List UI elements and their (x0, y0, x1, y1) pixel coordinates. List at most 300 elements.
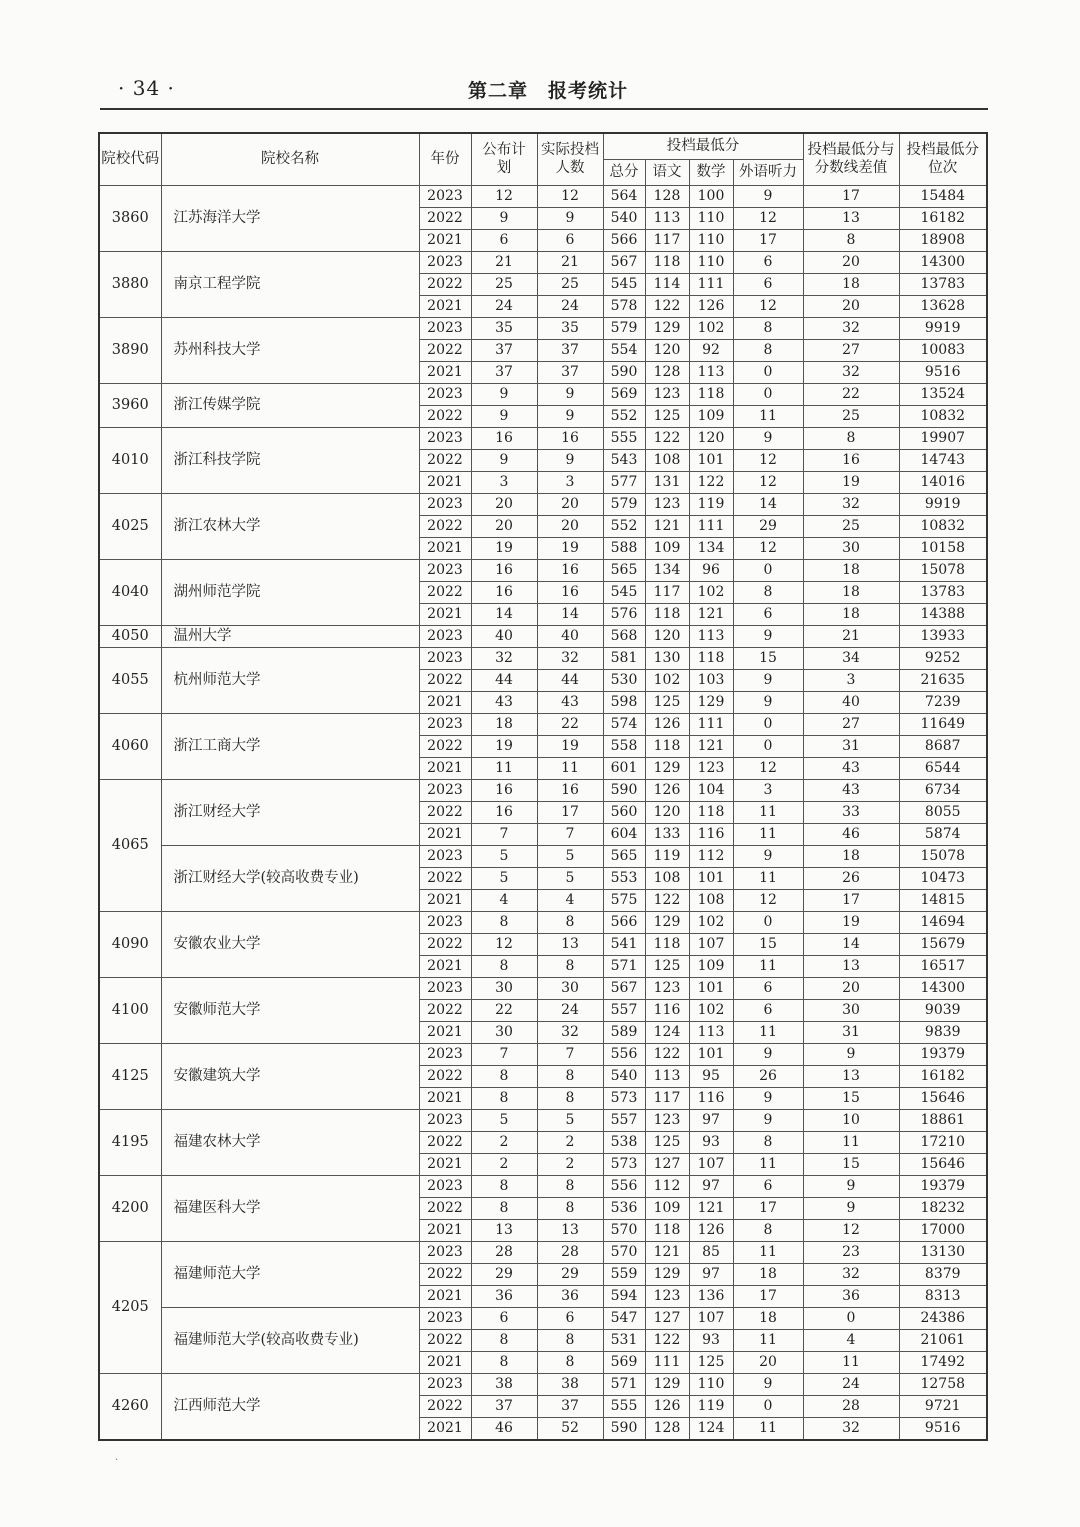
cell-math: 134 (689, 537, 733, 559)
cell-total: 581 (603, 647, 645, 669)
cell-actual: 52 (537, 1417, 603, 1440)
cell-listening: 9 (733, 1087, 803, 1109)
table-body (99, 185, 987, 1440)
cell-plan: 19 (471, 537, 537, 559)
cell-total: 565 (603, 845, 645, 867)
cell-rank: 15078 (899, 845, 987, 867)
cell-diff: 27 (803, 339, 899, 361)
cell-diff: 9 (803, 1175, 899, 1197)
cell-total: 541 (603, 933, 645, 955)
cell-rank: 13783 (899, 581, 987, 603)
cell-plan: 28 (471, 1241, 537, 1263)
cell-math: 104 (689, 779, 733, 801)
cell-diff: 17 (803, 889, 899, 911)
cell-chinese: 122 (645, 1043, 689, 1065)
page-number: · 34 · (118, 76, 175, 100)
cell-plan: 16 (471, 581, 537, 603)
cell-math: 102 (689, 581, 733, 603)
cell-year: 2021 (419, 1285, 471, 1307)
cell-year: 2023 (419, 427, 471, 449)
cell-rank: 14300 (899, 251, 987, 273)
cell-math: 113 (689, 625, 733, 647)
cell-listening: 0 (733, 1395, 803, 1417)
school-name: 浙江传媒学院 (161, 383, 419, 427)
cell-diff: 32 (803, 317, 899, 339)
school-name: 浙江工商大学 (161, 713, 419, 779)
table-row (99, 427, 987, 449)
cell-chinese: 134 (645, 559, 689, 581)
cell-math: 125 (689, 1351, 733, 1373)
cell-plan: 22 (471, 999, 537, 1021)
cell-plan: 6 (471, 1307, 537, 1329)
cell-rank: 10473 (899, 867, 987, 889)
cell-chinese: 119 (645, 845, 689, 867)
cell-chinese: 109 (645, 1197, 689, 1219)
cell-plan: 8 (471, 1087, 537, 1109)
page-header (0, 70, 1080, 110)
cell-rank: 5874 (899, 823, 987, 845)
cell-math: 113 (689, 361, 733, 383)
table-row (99, 383, 987, 405)
cell-diff: 32 (803, 1263, 899, 1285)
cell-plan: 25 (471, 273, 537, 295)
cell-actual: 19 (537, 735, 603, 757)
cell-diff: 18 (803, 581, 899, 603)
header-rank: 投档最低分位次 (899, 133, 987, 185)
cell-rank: 16517 (899, 955, 987, 977)
cell-listening: 8 (733, 1219, 803, 1241)
cell-diff: 22 (803, 383, 899, 405)
cell-chinese: 118 (645, 603, 689, 625)
school-code: 4200 (99, 1175, 161, 1241)
cell-math: 92 (689, 339, 733, 361)
cell-listening: 12 (733, 295, 803, 317)
cell-actual: 5 (537, 845, 603, 867)
cell-total: 552 (603, 515, 645, 537)
cell-rank: 15646 (899, 1153, 987, 1175)
cell-year: 2023 (419, 251, 471, 273)
cell-rank: 10083 (899, 339, 987, 361)
cell-actual: 32 (537, 647, 603, 669)
cell-chinese: 122 (645, 427, 689, 449)
cell-total: 576 (603, 603, 645, 625)
cell-actual: 8 (537, 955, 603, 977)
cell-year: 2021 (419, 691, 471, 713)
cell-plan: 19 (471, 735, 537, 757)
cell-total: 579 (603, 317, 645, 339)
chapter-title: 第二章 报考统计 (468, 80, 629, 102)
cell-listening: 6 (733, 1175, 803, 1197)
cell-diff: 23 (803, 1241, 899, 1263)
cell-year: 2022 (419, 1131, 471, 1153)
school-name: 江西师范大学 (161, 1373, 419, 1440)
cell-rank: 21635 (899, 669, 987, 691)
cell-actual: 8 (537, 1065, 603, 1087)
cell-chinese: 102 (645, 669, 689, 691)
cell-plan: 13 (471, 1219, 537, 1241)
cell-diff: 40 (803, 691, 899, 713)
cell-total: 569 (603, 383, 645, 405)
cell-diff: 31 (803, 1021, 899, 1043)
cell-actual: 37 (537, 339, 603, 361)
cell-listening: 9 (733, 691, 803, 713)
cell-chinese: 126 (645, 713, 689, 735)
cell-actual: 8 (537, 1197, 603, 1219)
cell-plan: 16 (471, 801, 537, 823)
cell-total: 568 (603, 625, 645, 647)
cell-year: 2022 (419, 735, 471, 757)
cell-chinese: 122 (645, 889, 689, 911)
school-name: 杭州师范大学 (161, 647, 419, 713)
cell-listening: 18 (733, 1263, 803, 1285)
cell-chinese: 122 (645, 1329, 689, 1351)
cell-rank: 15646 (899, 1087, 987, 1109)
cell-year: 2022 (419, 801, 471, 823)
cell-listening: 9 (733, 845, 803, 867)
cell-listening: 0 (733, 735, 803, 757)
header-diff: 投档最低分与分数线差值 (803, 133, 899, 185)
cell-listening: 8 (733, 581, 803, 603)
cell-year: 2023 (419, 185, 471, 207)
cell-total: 531 (603, 1329, 645, 1351)
cell-actual: 9 (537, 449, 603, 471)
cell-actual: 12 (537, 185, 603, 207)
cell-listening: 8 (733, 1131, 803, 1153)
cell-year: 2022 (419, 1395, 471, 1417)
cell-rank: 18908 (899, 229, 987, 251)
school-name: 浙江农林大学 (161, 493, 419, 559)
cell-rank: 14694 (899, 911, 987, 933)
cell-listening: 12 (733, 537, 803, 559)
cell-year: 2023 (419, 1175, 471, 1197)
cell-total: 552 (603, 405, 645, 427)
cell-math: 124 (689, 1417, 733, 1440)
header-code: 院校代码 (99, 133, 161, 185)
cell-plan: 3 (471, 471, 537, 493)
cell-listening: 9 (733, 1043, 803, 1065)
cell-actual: 43 (537, 691, 603, 713)
cell-year: 2023 (419, 317, 471, 339)
cell-rank: 17000 (899, 1219, 987, 1241)
cell-listening: 3 (733, 779, 803, 801)
cell-actual: 30 (537, 977, 603, 999)
cell-chinese: 121 (645, 515, 689, 537)
cell-total: 530 (603, 669, 645, 691)
school-name: 浙江财经大学 (161, 779, 419, 845)
cell-math: 96 (689, 559, 733, 581)
cell-listening: 11 (733, 1153, 803, 1175)
school-name: 福建农林大学 (161, 1109, 419, 1175)
cell-math: 123 (689, 757, 733, 779)
cell-math: 97 (689, 1175, 733, 1197)
cell-math: 101 (689, 1043, 733, 1065)
cell-chinese: 129 (645, 1263, 689, 1285)
cell-chinese: 117 (645, 229, 689, 251)
cell-listening: 11 (733, 867, 803, 889)
cell-listening: 9 (733, 1373, 803, 1395)
cell-plan: 12 (471, 933, 537, 955)
cell-chinese: 117 (645, 581, 689, 603)
header-listening: 外语听力 (733, 159, 803, 185)
cell-total: 566 (603, 229, 645, 251)
cell-math: 118 (689, 647, 733, 669)
cell-chinese: 123 (645, 1285, 689, 1307)
cell-year: 2021 (419, 757, 471, 779)
cell-listening: 9 (733, 427, 803, 449)
cell-chinese: 118 (645, 933, 689, 955)
cell-actual: 9 (537, 405, 603, 427)
cell-chinese: 118 (645, 1219, 689, 1241)
cell-actual: 4 (537, 889, 603, 911)
cell-diff: 32 (803, 361, 899, 383)
cell-year: 2021 (419, 1351, 471, 1373)
cell-year: 2021 (419, 1417, 471, 1440)
cell-chinese: 126 (645, 779, 689, 801)
cell-math: 110 (689, 207, 733, 229)
table-row (99, 559, 987, 581)
cell-year: 2021 (419, 229, 471, 251)
cell-rank: 11649 (899, 713, 987, 735)
school-name: 福建医科大学 (161, 1175, 419, 1241)
cell-actual: 2 (537, 1131, 603, 1153)
cell-actual: 25 (537, 273, 603, 295)
table-row (99, 625, 987, 647)
cell-plan: 29 (471, 1263, 537, 1285)
cell-diff: 27 (803, 713, 899, 735)
cell-chinese: 127 (645, 1307, 689, 1329)
cell-math: 116 (689, 823, 733, 845)
cell-listening: 0 (733, 361, 803, 383)
cell-plan: 2 (471, 1131, 537, 1153)
cell-year: 2023 (419, 647, 471, 669)
cell-math: 101 (689, 977, 733, 999)
cell-total: 557 (603, 1109, 645, 1131)
cell-plan: 9 (471, 207, 537, 229)
cell-plan: 40 (471, 625, 537, 647)
cell-actual: 8 (537, 911, 603, 933)
cell-total: 590 (603, 361, 645, 383)
cell-diff: 15 (803, 1087, 899, 1109)
cell-total: 567 (603, 251, 645, 273)
page-speck: · (115, 1455, 119, 1466)
cell-diff: 12 (803, 1219, 899, 1241)
cell-total: 571 (603, 1373, 645, 1395)
cell-total: 569 (603, 1351, 645, 1373)
cell-total: 556 (603, 1175, 645, 1197)
cell-year: 2022 (419, 207, 471, 229)
cell-plan: 5 (471, 845, 537, 867)
admission-score-table (98, 132, 988, 1441)
cell-rank: 16182 (899, 207, 987, 229)
cell-diff: 9 (803, 1197, 899, 1219)
cell-chinese: 128 (645, 1417, 689, 1440)
cell-diff: 32 (803, 493, 899, 515)
cell-rank: 9516 (899, 361, 987, 383)
cell-math: 97 (689, 1263, 733, 1285)
cell-math: 119 (689, 493, 733, 515)
cell-year: 2023 (419, 977, 471, 999)
cell-chinese: 111 (645, 1351, 689, 1373)
header-year: 年份 (419, 133, 471, 185)
cell-total: 560 (603, 801, 645, 823)
cell-diff: 20 (803, 251, 899, 273)
cell-chinese: 122 (645, 295, 689, 317)
school-code: 4055 (99, 647, 161, 713)
cell-math: 95 (689, 1065, 733, 1087)
cell-diff: 24 (803, 1373, 899, 1395)
school-code: 3860 (99, 185, 161, 251)
cell-chinese: 116 (645, 999, 689, 1021)
cell-diff: 0 (803, 1307, 899, 1329)
school-code: 4100 (99, 977, 161, 1043)
cell-actual: 5 (537, 867, 603, 889)
cell-actual: 40 (537, 625, 603, 647)
cell-listening: 6 (733, 603, 803, 625)
cell-rank: 9919 (899, 317, 987, 339)
cell-year: 2022 (419, 933, 471, 955)
cell-year: 2021 (419, 295, 471, 317)
cell-plan: 9 (471, 405, 537, 427)
table-row (99, 779, 987, 801)
cell-math: 129 (689, 691, 733, 713)
cell-chinese: 109 (645, 537, 689, 559)
cell-plan: 9 (471, 383, 537, 405)
cell-diff: 16 (803, 449, 899, 471)
cell-chinese: 112 (645, 1175, 689, 1197)
cell-year: 2023 (419, 1307, 471, 1329)
cell-year: 2022 (419, 867, 471, 889)
cell-actual: 19 (537, 537, 603, 559)
cell-total: 588 (603, 537, 645, 559)
cell-listening: 20 (733, 1351, 803, 1373)
cell-listening: 12 (733, 449, 803, 471)
cell-listening: 15 (733, 647, 803, 669)
cell-rank: 12758 (899, 1373, 987, 1395)
cell-actual: 2 (537, 1153, 603, 1175)
cell-math: 110 (689, 229, 733, 251)
cell-plan: 8 (471, 1329, 537, 1351)
cell-total: 575 (603, 889, 645, 911)
cell-diff: 11 (803, 1351, 899, 1373)
cell-total: 554 (603, 339, 645, 361)
cell-total: 540 (603, 207, 645, 229)
cell-plan: 8 (471, 911, 537, 933)
cell-total: 555 (603, 427, 645, 449)
cell-diff: 18 (803, 273, 899, 295)
cell-listening: 12 (733, 889, 803, 911)
cell-year: 2021 (419, 603, 471, 625)
cell-plan: 2 (471, 1153, 537, 1175)
cell-rank: 13783 (899, 273, 987, 295)
cell-total: 567 (603, 977, 645, 999)
cell-diff: 18 (803, 845, 899, 867)
cell-plan: 36 (471, 1285, 537, 1307)
cell-diff: 13 (803, 1065, 899, 1087)
cell-math: 102 (689, 911, 733, 933)
cell-plan: 4 (471, 889, 537, 911)
cell-actual: 35 (537, 317, 603, 339)
cell-diff: 25 (803, 515, 899, 537)
cell-diff: 30 (803, 999, 899, 1021)
cell-listening: 15 (733, 933, 803, 955)
cell-chinese: 120 (645, 339, 689, 361)
cell-year: 2021 (419, 471, 471, 493)
cell-total: 594 (603, 1285, 645, 1307)
cell-total: 604 (603, 823, 645, 845)
cell-chinese: 125 (645, 1131, 689, 1153)
cell-actual: 28 (537, 1241, 603, 1263)
cell-diff: 21 (803, 625, 899, 647)
cell-diff: 9 (803, 1043, 899, 1065)
cell-plan: 35 (471, 317, 537, 339)
cell-plan: 16 (471, 427, 537, 449)
cell-plan: 7 (471, 1043, 537, 1065)
cell-listening: 11 (733, 1021, 803, 1043)
cell-listening: 11 (733, 405, 803, 427)
cell-total: 538 (603, 1131, 645, 1153)
cell-rank: 13524 (899, 383, 987, 405)
cell-rank: 14016 (899, 471, 987, 493)
cell-actual: 37 (537, 1395, 603, 1417)
table-row (99, 493, 987, 515)
cell-plan: 46 (471, 1417, 537, 1440)
cell-total: 543 (603, 449, 645, 471)
cell-plan: 8 (471, 1197, 537, 1219)
header-math: 数学 (689, 159, 733, 185)
cell-total: 545 (603, 273, 645, 295)
cell-rank: 9919 (899, 493, 987, 515)
cell-year: 2022 (419, 449, 471, 471)
cell-math: 118 (689, 801, 733, 823)
cell-listening: 9 (733, 185, 803, 207)
cell-total: 564 (603, 185, 645, 207)
cell-math: 93 (689, 1329, 733, 1351)
cell-actual: 20 (537, 493, 603, 515)
cell-math: 108 (689, 889, 733, 911)
cell-rank: 10832 (899, 515, 987, 537)
cell-actual: 8 (537, 1329, 603, 1351)
header-chinese: 语文 (645, 159, 689, 185)
school-name: 安徽师范大学 (161, 977, 419, 1043)
cell-diff: 25 (803, 405, 899, 427)
cell-chinese: 123 (645, 383, 689, 405)
cell-diff: 43 (803, 779, 899, 801)
cell-listening: 11 (733, 823, 803, 845)
cell-rank: 13933 (899, 625, 987, 647)
cell-listening: 29 (733, 515, 803, 537)
cell-actual: 20 (537, 515, 603, 537)
cell-diff: 4 (803, 1329, 899, 1351)
cell-math: 109 (689, 955, 733, 977)
cell-total: 565 (603, 559, 645, 581)
cell-math: 111 (689, 273, 733, 295)
cell-math: 120 (689, 427, 733, 449)
cell-actual: 24 (537, 295, 603, 317)
cell-math: 102 (689, 317, 733, 339)
cell-rank: 13628 (899, 295, 987, 317)
cell-year: 2022 (419, 999, 471, 1021)
school-code: 4125 (99, 1043, 161, 1109)
cell-plan: 8 (471, 955, 537, 977)
cell-actual: 7 (537, 823, 603, 845)
cell-year: 2021 (419, 889, 471, 911)
table-row (99, 911, 987, 933)
cell-chinese: 123 (645, 493, 689, 515)
cell-plan: 5 (471, 867, 537, 889)
cell-math: 107 (689, 933, 733, 955)
cell-chinese: 130 (645, 647, 689, 669)
cell-year: 2023 (419, 559, 471, 581)
